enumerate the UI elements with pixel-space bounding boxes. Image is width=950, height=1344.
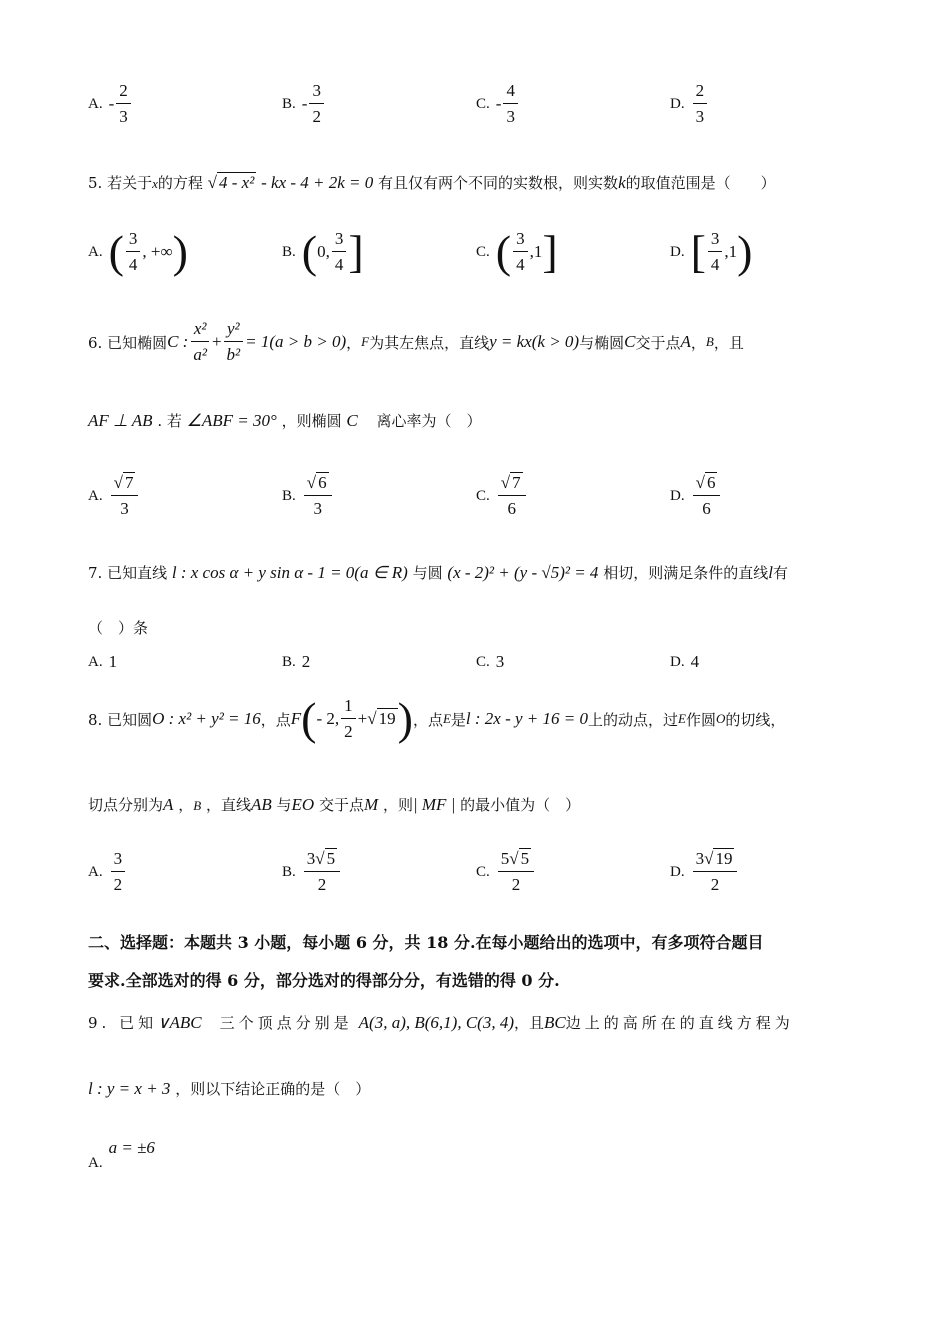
q6-stem-line1: 6. 已知椭圆 C : $\frac{\text{x²}}{\text{a²}}$ + $\frac{\text{y²}}{\text{b²}}$ = 1(a > b > 0) ， F 为其左焦点，直线 y = kx(k > 0) 与椭圆 C 交于点 A ， B ，且 (88, 319, 744, 364)
q5-options (88, 226, 888, 278)
q5-option-a[interactable]: A. ( $\frac{3}{4}$ , +∞ ) (88, 226, 188, 277)
q6-stem-line2: AF ⊥ AB . 若 ∠ABF = 30° ，则椭圆 C 离心率为（ ） (88, 411, 482, 430)
q4-option-d[interactable]: D. $\frac{2}{3}$ (670, 78, 709, 130)
q5-stem: 5. 若关于x的方程 √ 4 - x² - kx - 4 + 2k = 0 有且仅有两个不同的实数根，则实数k的取值范围是（ ） (88, 173, 776, 192)
q6-options (88, 470, 888, 522)
q8-option-c[interactable]: C. $\frac{5√ 5}{2}$ (476, 846, 536, 898)
q8-options (88, 846, 888, 898)
q6-option-b[interactable]: B. $\frac{√ 6}{3}$ (282, 470, 334, 522)
q4-option-b[interactable]: B. - $\frac{3}{2}$ (282, 78, 326, 130)
q7-option-d[interactable]: D. 4 (670, 652, 700, 671)
q7-option-a[interactable]: A. 1 (88, 652, 118, 671)
q4-option-c[interactable]: C. - $\frac{4}{3}$ (476, 78, 520, 130)
q7-option-b[interactable]: B. 2 (282, 652, 311, 671)
q7-stem-line2: （ ）条 (88, 619, 149, 637)
q5-option-c[interactable]: C. ( $\frac{3}{4}$ ,1 ] (476, 226, 558, 277)
sqrt-expression: √ 4 - x² (207, 173, 255, 192)
q5-option-b[interactable]: B. ( 0, $\frac{3}{4}$ ] (282, 226, 364, 277)
q4-option-a[interactable]: A. - $\frac{2}{3}$ (88, 78, 133, 130)
fraction: $\frac{3}{2}$ (309, 81, 324, 127)
section2-heading-line1: 二、选择题：本题共 3 小题，每小题 6 分，共 18 分.在每小题给出的选项中，有多项符合题目 (88, 933, 764, 952)
q5-option-d[interactable]: D. [ $\frac{3}{4}$ ,1 ) (670, 226, 753, 277)
fraction: $\frac{4}{3}$ (503, 81, 518, 127)
fraction: $\frac{2}{3}$ (116, 81, 131, 127)
q9-stem-line1: 9. 已知 ∨ABC 三个顶点分别是 A(3, a), B(6,1), C(3, 4) ，且 BC 边上的高所在的直线方程为 (88, 1012, 794, 1032)
q4-options (88, 78, 888, 130)
q7-stem-line1: 7. 已知直线 l : x cos α + y sin α - 1 = 0(a ∈ R) 与圆 (x - 2)² + (y - √5)² = 4 相切，则满足条件的直线l有 (88, 563, 788, 582)
q6-option-c[interactable]: C. $\frac{√ 7}{6}$ (476, 470, 528, 522)
section2-heading-line2: 要求.全部选对的得 6 分，部分选对的得部分分，有选错的得 0 分. (88, 971, 560, 990)
q8-stem-line1: 8. 已知圆 O : x² + y² = 16 ，点 F ( - 2, $\frac{1}{2}$ + √ 19 ) ，点 E 是 l : 2x - y + 16 = 0 上的动点，过 E 作圆 O 的切线， (88, 693, 786, 744)
fraction: $\frac{2}{3}$ (693, 81, 708, 127)
q8-option-a[interactable]: A. $\frac{3}{2}$ (88, 846, 127, 898)
q8-option-b[interactable]: B. $\frac{3√ 5}{2}$ (282, 846, 342, 898)
q7-options (88, 636, 888, 686)
q6-option-a[interactable]: A. $\frac{√ 7}{3}$ (88, 470, 140, 522)
q9-option-a[interactable]: A. a = ±6 (88, 1138, 155, 1171)
q8-option-d[interactable]: D. $\frac{3√ 19}{2}$ (670, 846, 739, 898)
q8-stem-line2: 切点分别为A ，B ，直线AB 与EO 交于点M ，则| MF | 的最小值为（ ） (88, 795, 581, 814)
q6-option-d[interactable]: D. $\frac{√ 6}{6}$ (670, 470, 722, 522)
q9-stem-line2: l : y = x + 3 ，则以下结论正确的是（ ） (88, 1079, 371, 1098)
q7-option-c[interactable]: C. 3 (476, 652, 505, 671)
